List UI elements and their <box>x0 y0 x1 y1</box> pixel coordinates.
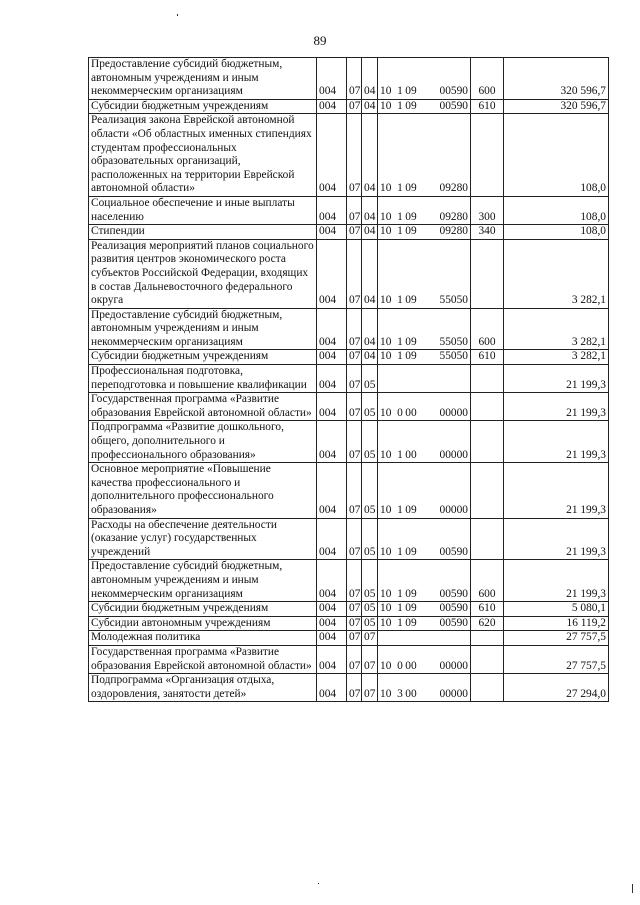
subsection-code: 05 <box>362 602 378 617</box>
target-article-part: 10 <box>380 210 392 223</box>
subsection-code: 04 <box>362 196 378 224</box>
subsection-code: 04 <box>362 114 378 197</box>
expense-type-code: 600 <box>471 58 504 100</box>
section-code: 07 <box>347 421 362 463</box>
ministry-code: 004 <box>317 99 347 114</box>
target-article-part: 10 <box>380 182 392 195</box>
amount: 21 199,3 <box>504 393 609 421</box>
target-article-code <box>378 99 471 114</box>
target-article-part: 1 <box>397 587 403 600</box>
amount: 108,0 <box>504 114 609 197</box>
target-article-part: 09 <box>405 587 417 600</box>
table-row <box>89 393 609 421</box>
expense-name: Реализация мероприятий планов социального развития центров экономического роста субъектов Российской Федерации, входящих в состав Дальневосточного федерального округа <box>89 239 317 308</box>
amount: 21 199,3 <box>504 518 609 560</box>
budget-table <box>88 57 609 702</box>
target-article-part: 10 <box>380 350 392 363</box>
ministry-code: 004 <box>317 631 347 646</box>
amount: 3 282,1 <box>504 308 609 350</box>
target-article-code <box>378 350 471 365</box>
expense-type-code <box>471 631 504 646</box>
ministry-code: 004 <box>317 645 347 673</box>
expense-name: Субсидии бюджетным учреждениям <box>89 602 317 617</box>
section-code: 07 <box>347 602 362 617</box>
table-row <box>89 674 609 702</box>
ministry-code: 004 <box>317 196 347 224</box>
target-article-part: 00590 <box>439 587 468 600</box>
section-code: 07 <box>347 196 362 224</box>
expense-name: Субсидии автономным учреждениям <box>89 616 317 631</box>
expense-name: Подпрограмма «Развитие дошкольного, общего, дополнительного и профессионального образования» <box>89 421 317 463</box>
expense-type-code <box>471 393 504 421</box>
target-article-part: 09 <box>405 350 417 363</box>
table-row <box>89 602 609 617</box>
amount: 21 199,3 <box>504 365 609 393</box>
ministry-code: 004 <box>317 674 347 702</box>
expense-type-code <box>471 421 504 463</box>
ministry-code: 004 <box>317 58 347 100</box>
target-article-part: 09 <box>405 225 417 238</box>
expense-type-code: 610 <box>471 99 504 114</box>
amount: 5 080,1 <box>504 602 609 617</box>
table-row <box>89 308 609 350</box>
amount: 21 199,3 <box>504 463 609 518</box>
target-article-part: 00 <box>405 406 417 419</box>
ministry-code: 004 <box>317 239 347 308</box>
expense-name: Подпрограмма «Организация отдыха, оздоровления, занятости детей» <box>89 674 317 702</box>
expense-name: Субсидии бюджетным учреждениям <box>89 99 317 114</box>
expense-type-code <box>471 239 504 308</box>
target-article-part: 09 <box>405 504 417 516</box>
target-article-code <box>378 602 471 617</box>
expense-type-code <box>471 674 504 702</box>
section-code: 07 <box>347 114 362 197</box>
scan-speck <box>632 884 633 893</box>
target-article-part: 1 <box>397 85 403 98</box>
subsection-code: 05 <box>362 365 378 393</box>
section-code: 07 <box>347 99 362 114</box>
table-row <box>89 99 609 114</box>
subsection-code: 04 <box>362 350 378 365</box>
amount: 108,0 <box>504 225 609 240</box>
target-article-part: 09280 <box>439 210 468 223</box>
amount: 27 294,0 <box>504 674 609 702</box>
table-row <box>89 631 609 646</box>
target-article-part: 10 <box>380 587 392 600</box>
table-row <box>89 239 609 308</box>
subsection-code: 05 <box>362 463 378 518</box>
ministry-code: 004 <box>317 114 347 197</box>
table-row <box>89 421 609 463</box>
expense-name: Государственная программа «Развитие образования Еврейской автономной области» <box>89 393 317 421</box>
subsection-code: 04 <box>362 239 378 308</box>
subsection-code: 04 <box>362 99 378 114</box>
expense-type-code: 300 <box>471 196 504 224</box>
target-article-part: 10 <box>380 616 392 629</box>
subsection-code: 05 <box>362 616 378 631</box>
section-code: 07 <box>347 350 362 365</box>
amount: 27 757,5 <box>504 631 609 646</box>
ministry-code: 004 <box>317 518 347 560</box>
target-article-part: 10 <box>380 99 392 112</box>
expense-type-code: 340 <box>471 225 504 240</box>
amount: 320 596,7 <box>504 99 609 114</box>
target-article-part: 1 <box>397 210 403 223</box>
table-row <box>89 463 609 518</box>
amount: 3 282,1 <box>504 239 609 308</box>
target-article-part: 00 <box>405 448 417 461</box>
subsection-code: 05 <box>362 518 378 560</box>
target-article-part: 00 <box>405 687 417 700</box>
budget-table-body <box>89 58 609 702</box>
subsection-code: 04 <box>362 308 378 350</box>
expense-type-code: 620 <box>471 616 504 631</box>
section-code: 07 <box>347 365 362 393</box>
expense-name: Субсидии бюджетным учреждениям <box>89 350 317 365</box>
target-article-part: 1 <box>397 350 403 363</box>
section-code: 07 <box>347 645 362 673</box>
expense-type-code: 600 <box>471 308 504 350</box>
target-article-code <box>378 196 471 224</box>
section-code: 07 <box>347 239 362 308</box>
expense-name: Основное мероприятие «Повышение качества профессионального и дополнительного профессионального образования» <box>89 463 317 518</box>
amount: 3 282,1 <box>504 350 609 365</box>
subsection-code: 07 <box>362 674 378 702</box>
target-article-part: 1 <box>397 602 403 615</box>
target-article-part: 10 <box>380 85 392 98</box>
target-article-part: 09 <box>405 182 417 195</box>
expense-name: Предоставление субсидий бюджетным, автономным учреждениям и иным некоммерческим организациям <box>89 58 317 100</box>
target-article-part: 10 <box>380 602 392 615</box>
ministry-code: 004 <box>317 616 347 631</box>
expense-type-code: 610 <box>471 350 504 365</box>
expense-type-code <box>471 114 504 197</box>
section-code: 07 <box>347 674 362 702</box>
section-code: 07 <box>347 463 362 518</box>
target-article-part: 1 <box>397 545 403 558</box>
expense-type-code <box>471 645 504 673</box>
table-row <box>89 616 609 631</box>
target-article-part: 00000 <box>439 504 468 516</box>
table-row <box>89 518 609 560</box>
target-article-code <box>378 518 471 560</box>
target-article-part: 09 <box>405 602 417 615</box>
target-article-part: 10 <box>380 294 392 307</box>
ministry-code: 004 <box>317 560 347 602</box>
target-article-part: 00590 <box>439 616 468 629</box>
expense-name: Государственная программа «Развитие образования Еврейской автономной области» <box>89 645 317 673</box>
target-article-part: 10 <box>380 406 392 419</box>
target-article-part: 10 <box>380 545 392 558</box>
target-article-code <box>378 308 471 350</box>
table-row <box>89 114 609 197</box>
ministry-code: 004 <box>317 350 347 365</box>
target-article-part: 1 <box>397 225 403 238</box>
expense-name: Предоставление субсидий бюджетным, автономным учреждениям и иным некоммерческим организациям <box>89 308 317 350</box>
amount: 16 119,2 <box>504 616 609 631</box>
page-number: 89 <box>313 33 327 48</box>
target-article-part: 09 <box>405 335 417 348</box>
expense-type-code: 600 <box>471 560 504 602</box>
target-article-part: 55050 <box>439 294 468 307</box>
table-row <box>89 365 609 393</box>
target-article-part: 09 <box>405 616 417 629</box>
target-article-code <box>378 560 471 602</box>
target-article-part: 1 <box>397 294 403 307</box>
subsection-code: 05 <box>362 421 378 463</box>
section-code: 07 <box>347 308 362 350</box>
target-article-part: 00 <box>405 659 417 672</box>
target-article-code <box>378 616 471 631</box>
subsection-code: 04 <box>362 58 378 100</box>
target-article-part: 10 <box>380 659 392 672</box>
target-article-part: 00590 <box>439 99 468 112</box>
ministry-code: 004 <box>317 393 347 421</box>
target-article-part: 09280 <box>439 182 468 195</box>
section-code: 07 <box>347 560 362 602</box>
target-article-code <box>378 463 471 518</box>
subsection-code: 07 <box>362 645 378 673</box>
expense-name: Социальное обеспечение и иные выплаты населению <box>89 196 317 224</box>
target-article-part: 1 <box>397 182 403 195</box>
scan-speck <box>177 14 178 16</box>
target-article-part: 1 <box>397 335 403 348</box>
subsection-code: 05 <box>362 560 378 602</box>
scan-speck <box>318 883 319 884</box>
section-code: 07 <box>347 518 362 560</box>
ministry-code: 004 <box>317 308 347 350</box>
target-article-part: 3 <box>397 687 403 700</box>
table-row <box>89 560 609 602</box>
amount: 21 199,3 <box>504 421 609 463</box>
section-code: 07 <box>347 616 362 631</box>
expense-name: Молодежная политика <box>89 631 317 646</box>
ministry-code: 004 <box>317 421 347 463</box>
target-article-part: 1 <box>397 448 403 461</box>
expense-type-code <box>471 365 504 393</box>
target-article-part: 00590 <box>439 85 468 98</box>
target-article-part: 55050 <box>439 335 468 348</box>
target-article-part: 1 <box>397 99 403 112</box>
target-article-part: 00590 <box>439 602 468 615</box>
section-code: 07 <box>347 225 362 240</box>
target-article-code <box>378 58 471 100</box>
target-article-part: 00000 <box>439 659 468 672</box>
subsection-code: 07 <box>362 631 378 646</box>
expense-name: Реализация закона Еврейской автономной области «Об областных именных стипендиях студентам профессиональных образовательных организаций, расположенных на территории Еврейской автономной области» <box>89 114 317 197</box>
expense-type-code <box>471 463 504 518</box>
target-article-part: 10 <box>380 335 392 348</box>
target-article-code <box>378 239 471 308</box>
target-article-part: 55050 <box>439 350 468 363</box>
target-article-code <box>378 365 471 393</box>
target-article-part: 09280 <box>439 225 468 238</box>
target-article-part: 09 <box>405 294 417 307</box>
target-article-code <box>378 225 471 240</box>
target-article-part: 1 <box>397 616 403 629</box>
target-article-part: 00000 <box>439 448 468 461</box>
target-article-code <box>378 674 471 702</box>
expense-name: Стипендии <box>89 225 317 240</box>
target-article-code <box>378 645 471 673</box>
section-code: 07 <box>347 58 362 100</box>
target-article-part: 10 <box>380 687 392 700</box>
table-row <box>89 225 609 240</box>
expense-name: Профессиональная подготовка, переподготовка и повышение квалификации <box>89 365 317 393</box>
ministry-code: 004 <box>317 463 347 518</box>
target-article-part: 00000 <box>439 406 468 419</box>
table-row <box>89 350 609 365</box>
target-article-code <box>378 421 471 463</box>
target-article-part: 09 <box>405 545 417 558</box>
target-article-code <box>378 631 471 646</box>
subsection-code: 05 <box>362 393 378 421</box>
target-article-part: 00000 <box>439 687 468 700</box>
amount: 27 757,5 <box>504 645 609 673</box>
target-article-part: 00590 <box>439 545 468 558</box>
target-article-part: 0 <box>397 659 403 672</box>
section-code: 07 <box>347 393 362 421</box>
expense-name: Расходы на обеспечение деятельности (оказание услуг) государственных учреждений <box>89 518 317 560</box>
target-article-code <box>378 393 471 421</box>
amount: 21 199,3 <box>504 560 609 602</box>
target-article-part: 09 <box>405 210 417 223</box>
target-article-part: 10 <box>380 504 392 516</box>
expense-type-code: 610 <box>471 602 504 617</box>
table-row <box>89 58 609 100</box>
amount: 108,0 <box>504 196 609 224</box>
subsection-code: 04 <box>362 225 378 240</box>
section-code: 07 <box>347 631 362 646</box>
amount: 320 596,7 <box>504 58 609 100</box>
target-article-part: 10 <box>380 448 392 461</box>
expense-name: Предоставление субсидий бюджетным, автономным учреждениям и иным некоммерческим организациям <box>89 560 317 602</box>
target-article-part: 1 <box>397 504 403 516</box>
ministry-code: 004 <box>317 602 347 617</box>
ministry-code: 004 <box>317 365 347 393</box>
target-article-code <box>378 114 471 197</box>
target-article-part: 0 <box>397 406 403 419</box>
table-row <box>89 196 609 224</box>
target-article-part: 09 <box>405 99 417 112</box>
target-article-part: 09 <box>405 85 417 98</box>
ministry-code: 004 <box>317 225 347 240</box>
table-row <box>89 645 609 673</box>
expense-type-code <box>471 518 504 560</box>
target-article-part: 10 <box>380 225 392 238</box>
